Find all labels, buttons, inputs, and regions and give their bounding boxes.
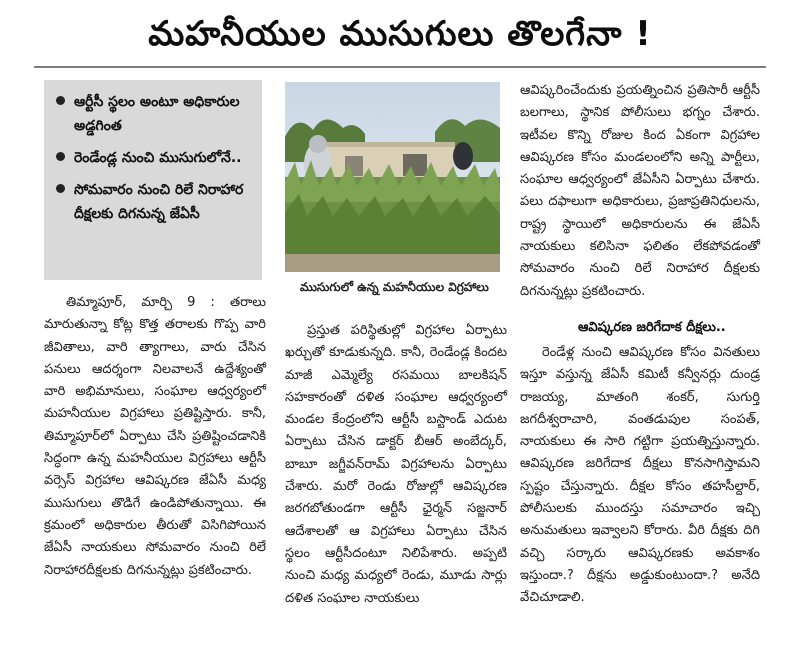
headline: మహనీయుల ముసుగులు తొలగేనా !: [148, 14, 652, 54]
bullet-icon: [56, 184, 65, 193]
article-column-3: [520, 80, 760, 303]
highlight-item: [56, 178, 252, 226]
paragraph: తిమ్మాపూర్, మార్చి 9 : తరాలు మారుతున్నా కోట్ల కొత్త తరాలకు గొప్ప వారి జీవితాలు, వారి త్యాగాలు, వారు చేసిన పనులు ఆదర్శంగా నిలవాలనే ఉద్దేశ్యంతో వారి అభిమానులు, సంఘాల ఆధ్వర్యంలో మహనీయుల విగ్రహాలు ప్రతిష్టిస్తారు. కానీ, తిమ్మాపూర్‌లో ఏర్పాటు చేసి ప్రతిష్టించడానికి సిద్ధంగా ఉన్న మహనీయుల విగ్రహాలు ఆర్టీసీ వర్సెస్ విగ్రహాల ఆవిష్కరణ జేఏసీ మధ్య ముసుగులు తొడిగే ఉండిపోతున్నాయి. ఈ క్రమంలో అధికారుల తీరుతో విసిగిపోయిన జేఏసీ నాయకులు సోమవారం నుంచి రిలే నిరాహారదీక్షలకు దిగనున్నట్లు ప్రకటించారు.: [44, 295, 266, 578]
highlight-text: సోమవారం నుంచి రిలే నిరాహార దీక్షలకు దిగనున్న జేఏసీ: [74, 182, 244, 222]
paragraph: రెండేళ్ల నుంచి ఆవిష్కరణ కోసం వినతులు ఇస్తూ వస్తున్న జేఏసీ కమిటీ కన్వీనర్లు దుండ్ర రాజయ్య, మాతంగి శంకర్, సుగుర్తి జగదీశ్వరాచారి, వంతడుపుల సంపత్, నాయకులు ఈ సారి గట్టిగా ప్రయత్నిస్తున్నారు. ఆవిష్కరణ జరిగేదాక దీక్షలు కొనసాగిస్తామని స్పష్టం చేస్తున్నారు. దీక్షల కోసం తహసీల్దార్, పోలీసులకు ముందస్తు సమాచారం ఇచ్చి అనుమతులు ఇవ్వాలని కోరారు. వీరి దీక్షకు దిగి వచ్చి సర్కారు ఆవిష్కరణకు అవకాశం ఇస్తుందా.? దీక్షను అడ్డుకుంటుందా.? అనేది వేచిచూడాలి.: [520, 345, 760, 606]
bullet-icon: [56, 96, 65, 105]
statues-photo: [285, 82, 500, 272]
paragraph: ఆవిష్కరించేందుకు ప్రయత్నించిన ప్రతిసారీ ఆర్టీసీ బలగాలు, స్థానిక పోలీసులు భగ్నం చేశారు. ఇటీవల కొన్ని రోజుల కింద ఏకంగా విగ్రహాల ఆవిష్కరణ కోసం మండలంలోని అన్ని పార్టీలు, సంఘాల ఆధ్వర్యంలో జేఏసీని ఏర్పాటు చేశారు. పలు దఫాలుగా అధికారులు, ప్రజాప్రతినిధులను, రాష్ట్ర స్థాయిలో అధికారులను ఈ జేఏసీ నాయకులు కలిసినా ఫలితం లేకపోవడంతో సోమవారం నుంచి రిలే నిరాహార దీక్షలకు దిగనున్నట్లు ప్రకటించారు.: [520, 83, 760, 299]
highlight-text: రెండేండ్ల నుంచి ముసుగులోనే..: [74, 150, 242, 166]
photo-image: [285, 82, 500, 272]
headline-rule: [34, 66, 766, 68]
article-column-3-continued: [520, 342, 760, 610]
highlight-text: ఆర్టీసీ స్థలం అంటూ అధికారుల అడ్డగింత: [74, 94, 240, 134]
highlights-box: [44, 80, 262, 280]
highlight-item: [56, 146, 252, 170]
photo-caption: ముసుగులో ఉన్న మహనీయుల విగ్రహాలు: [300, 280, 489, 294]
section-subheading: ఆవిష్కరణ జరిగేదాక దీక్షలు..: [578, 320, 726, 335]
article-column-2: [285, 320, 507, 610]
paragraph: ప్రస్తుత పరిస్థితుల్లో విగ్రహాల ఏర్పాటు ఖర్చుతో కూడుకున్నది. కానీ, రెండేండ్ల కిందట మాజీ ఎమ్మెల్యే రసమయి బాలకిషన్ సహకారంతో దళిత సంఘాల ఆధ్వర్యంలో మండల కేంద్రంలోని ఆర్టీసీ బస్టాండ్ ఎదుట ఏర్పాటు చేసిన డాక్టర్ బీఆర్ అంబేద్కర్, బాబూ జగ్జీవన్‌రామ్ విగ్రహాలను ఏర్పాటు చేశారు. మరో రెండు రోజుల్లో ఆవిష్కరణ జరగబోతుండగా ఆర్టీసీ ఛైర్మన్ సజ్జనార్ ఆదేశాలతో ఆ విగ్రహాలు ఏర్పాటు చేసిన స్థలం ఆర్టీసీదంటూ నిలిపేశారు. అప్పటి నుంచి మధ్య మధ్యలో రెండు, మూడు సార్లు దళిత సంఘాల నాయకులు: [285, 323, 507, 606]
highlight-item: [56, 90, 252, 138]
bullet-icon: [56, 152, 65, 161]
article-column-1: [44, 292, 266, 582]
